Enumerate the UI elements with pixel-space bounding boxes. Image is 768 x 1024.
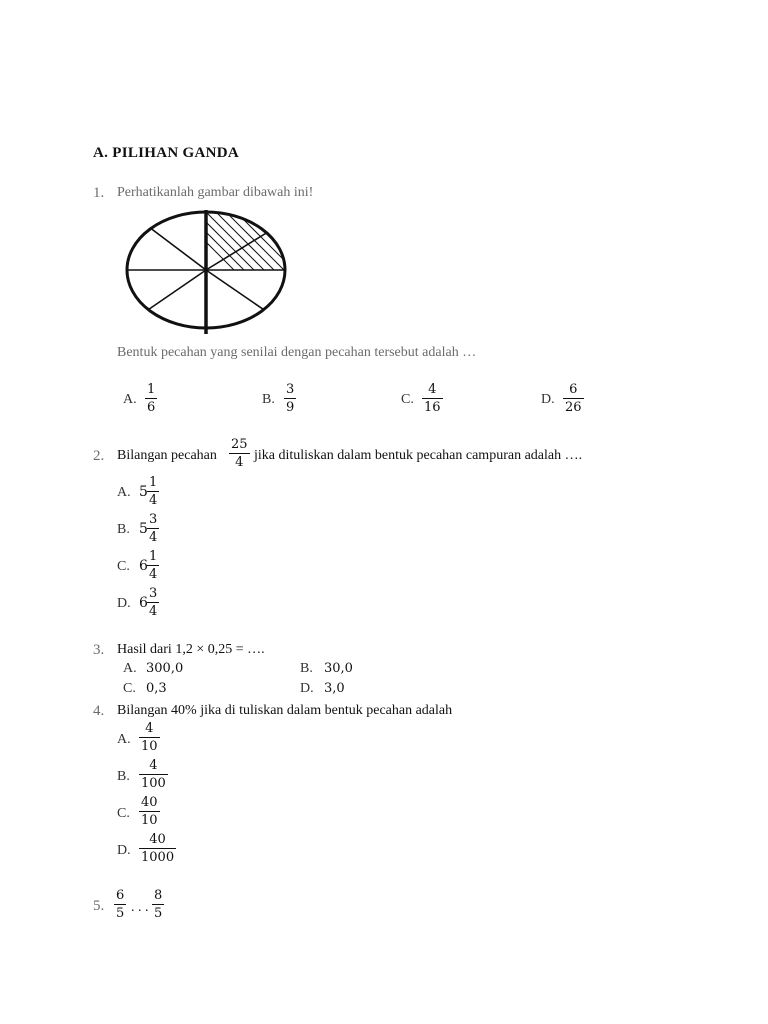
numerator: 3	[149, 512, 158, 527]
q1-option-c-fraction[interactable]	[422, 382, 443, 415]
q2-option-b-whole[interactable]: 5	[139, 521, 148, 537]
q4-option-b-fraction[interactable]	[139, 758, 168, 791]
q2-option-c-fraction[interactable]	[147, 549, 159, 582]
numerator: 8	[154, 888, 163, 903]
numerator: 40	[149, 832, 166, 847]
q1-question: Bentuk pecahan yang senilai dengan pecahan tersebut adalah …	[117, 345, 477, 360]
numerator: 3	[149, 586, 158, 601]
q4-number: 4.	[93, 703, 105, 719]
q3-option-b-value[interactable]: 30,0	[324, 661, 353, 676]
q4-text: Bilangan 40% jika di tuliskan dalam bentuk pecahan adalah	[117, 703, 453, 718]
q3-option-a-value[interactable]: 300,0	[146, 661, 184, 676]
q2-option-a-fraction[interactable]	[147, 475, 159, 508]
numerator: 25	[231, 437, 248, 452]
numerator: 3	[286, 382, 295, 397]
numerator: 6	[116, 888, 125, 903]
section-heading: A. PILIHAN GANDA	[93, 145, 240, 161]
q2-number: 2.	[93, 448, 105, 464]
q3-option-a-label[interactable]: A.	[123, 661, 137, 676]
numerator: 1	[147, 382, 156, 397]
q1-option-d-label[interactable]: D.	[541, 392, 555, 407]
q4-option-b-label[interactable]: B.	[117, 769, 130, 784]
q3-option-c-value[interactable]: 0,3	[146, 681, 167, 696]
denominator: 16	[424, 400, 441, 415]
circle-figure	[120, 206, 290, 338]
denominator: 10	[141, 739, 158, 754]
denominator: 4	[235, 455, 244, 470]
q2-option-b-label[interactable]: B.	[117, 522, 130, 537]
q2-option-d-label[interactable]: D.	[117, 596, 131, 611]
q5-number: 5.	[93, 898, 105, 914]
denominator: 4	[149, 530, 158, 545]
q2-option-d-fraction[interactable]	[147, 586, 159, 619]
q3-number: 3.	[93, 642, 105, 658]
q5-right-fraction	[152, 888, 164, 921]
q1-option-d-fraction[interactable]	[563, 382, 584, 415]
q1-option-b-fraction[interactable]	[284, 382, 296, 415]
q2-option-d-whole[interactable]: 6	[139, 595, 148, 611]
denominator: 5	[116, 906, 125, 921]
q3-option-c-label[interactable]: C.	[123, 681, 136, 696]
q5-left-fraction	[114, 888, 126, 921]
q2-option-c-whole[interactable]: 6	[139, 558, 148, 574]
q4-option-a-fraction[interactable]	[139, 721, 160, 754]
q3-option-d-value[interactable]: 3,0	[324, 681, 345, 696]
numerator: 4	[149, 758, 158, 773]
q4-option-c-label[interactable]: C.	[117, 806, 130, 821]
q2-option-b-fraction[interactable]	[147, 512, 159, 545]
denominator: 1000	[141, 850, 175, 865]
q2-text-after: jika dituliskan dalam bentuk pecahan campuran adalah ….	[254, 448, 583, 463]
q2-option-a-whole[interactable]: 5	[139, 484, 148, 500]
q2-option-c-label[interactable]: C.	[117, 559, 130, 574]
numerator: 1	[149, 549, 158, 564]
q3-option-d-label[interactable]: D.	[300, 681, 314, 696]
numerator: 4	[145, 721, 154, 736]
q1-option-c-label[interactable]: C.	[401, 392, 414, 407]
numerator: 6	[569, 382, 578, 397]
denominator: 9	[286, 400, 295, 415]
q2-option-a-label[interactable]: A.	[117, 485, 131, 500]
denominator: 4	[149, 604, 158, 619]
numerator: 40	[141, 795, 158, 810]
q3-option-b-label[interactable]: B.	[300, 661, 313, 676]
q1-option-b-label[interactable]: B.	[262, 392, 275, 407]
numerator: 1	[149, 475, 158, 490]
q4-option-c-fraction[interactable]	[139, 795, 160, 828]
denominator: 26	[565, 400, 582, 415]
q1-option-a-label[interactable]: A.	[123, 392, 137, 407]
q1-number: 1.	[93, 185, 105, 201]
q2-fraction	[229, 437, 250, 470]
denominator: 10	[141, 813, 158, 828]
q2-text-before: Bilangan pecahan	[117, 448, 217, 463]
denominator: 4	[149, 567, 158, 582]
numerator: 4	[428, 382, 437, 397]
q3-text: Hasil dari 1,2 × 0,25 = ….	[117, 642, 265, 657]
q4-option-a-label[interactable]: A.	[117, 732, 131, 747]
denominator: 4	[149, 493, 158, 508]
q1-prompt: Perhatikanlah gambar dibawah ini!	[117, 185, 314, 200]
q5-dots: . . .	[131, 900, 149, 915]
denominator: 5	[154, 906, 163, 921]
denominator: 6	[147, 400, 156, 415]
q4-option-d-fraction[interactable]	[139, 832, 176, 865]
denominator: 100	[141, 776, 166, 791]
q1-option-a-fraction[interactable]	[145, 382, 157, 415]
q4-option-d-label[interactable]: D.	[117, 843, 131, 858]
